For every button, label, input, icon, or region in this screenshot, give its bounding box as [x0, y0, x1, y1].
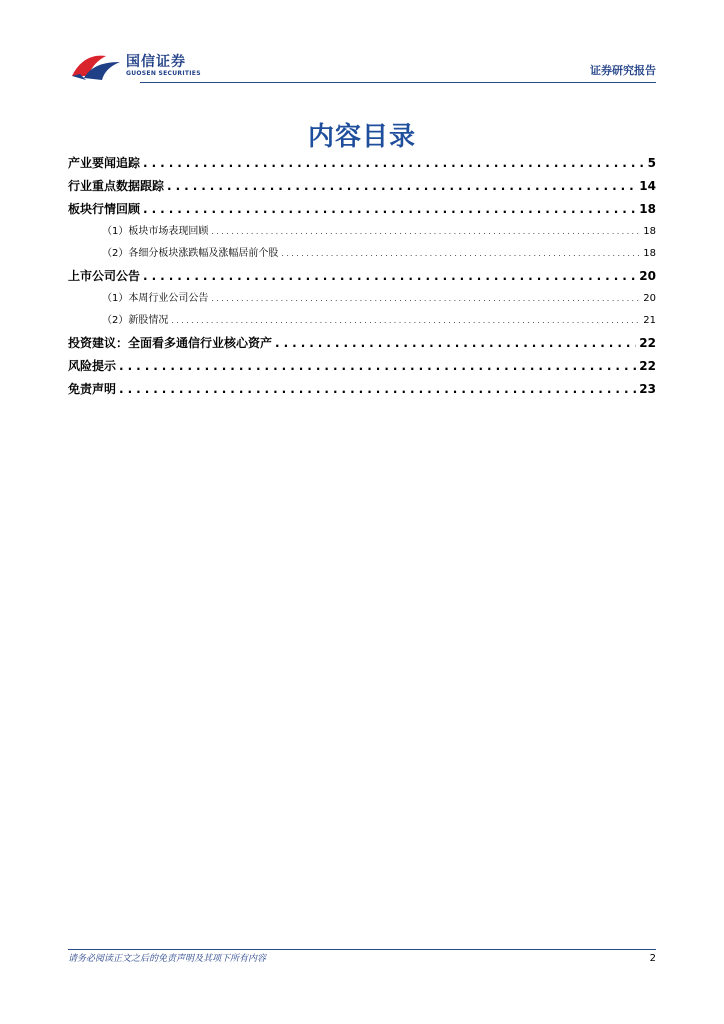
- toc-leader-dots: [171, 310, 640, 332]
- toc-entry-label: 投资建议：全面看多通信行业核心资产: [68, 336, 273, 350]
- logo-text-cn: 国信证券: [126, 54, 186, 70]
- toc-subentry[interactable]: [68, 310, 656, 332]
- guosen-logo: [70, 48, 270, 84]
- toc-entry-page: 14: [639, 179, 656, 193]
- toc-entry-page: 23: [639, 382, 656, 396]
- toc-entry-page: 18: [643, 248, 656, 259]
- logo-text-en: GUOSEN SECURITIES: [126, 70, 201, 77]
- toc-entry-page: 20: [643, 293, 656, 304]
- toc-leader-dots: [275, 332, 636, 355]
- toc-subentry[interactable]: [68, 243, 656, 265]
- toc-subentry[interactable]: [68, 221, 656, 243]
- toc-entry-page: 22: [639, 359, 656, 373]
- toc-entry[interactable]: [68, 152, 656, 175]
- guosen-logo-icon: [70, 50, 122, 82]
- toc-entry-label: 板块行情回顾: [68, 202, 141, 216]
- toc-entry[interactable]: [68, 175, 656, 198]
- toc-entry-label: （2）新股情况: [102, 315, 169, 326]
- footer-divider: [68, 949, 656, 950]
- toc-leader-dots: [281, 243, 640, 265]
- toc-entry-label: 上市公司公告: [68, 269, 141, 283]
- toc-entry-label: （2）各细分板块涨跌幅及涨幅居前个股: [102, 248, 279, 259]
- toc-entry-label: 免责声明: [68, 382, 117, 396]
- toc-entry[interactable]: [68, 265, 656, 288]
- toc-leader-dots: [119, 355, 636, 378]
- toc-leader-dots: [143, 265, 636, 288]
- toc-entry[interactable]: [68, 355, 656, 378]
- toc-entry-page: 5: [647, 156, 656, 170]
- toc-leader-dots: [143, 198, 636, 221]
- toc-entry[interactable]: [68, 378, 656, 401]
- toc-entry-page: 22: [639, 336, 656, 350]
- toc-leader-dots: [143, 152, 645, 175]
- toc-entry-label: （1）本周行业公司公告: [102, 293, 209, 304]
- footer-disclaimer: 请务必阅读正文之后的免责声明及其项下所有内容: [68, 954, 267, 964]
- toc-subentry[interactable]: [68, 288, 656, 310]
- toc-leader-dots: [119, 378, 636, 401]
- toc-leader-dots: [211, 288, 640, 310]
- toc-entry[interactable]: [68, 332, 656, 355]
- page-number: 2: [649, 953, 656, 964]
- table-of-contents: [68, 152, 656, 401]
- toc-entry-label: 产业要闻追踪: [68, 156, 141, 170]
- toc-entry[interactable]: [68, 198, 656, 221]
- toc-entry-label: （1）板块市场表现回顾: [102, 226, 209, 237]
- toc-entry-page: 18: [639, 202, 656, 216]
- header-divider: [140, 82, 656, 83]
- toc-leader-dots: [211, 221, 640, 243]
- report-type-label: 证券研究报告: [590, 64, 656, 77]
- toc-entry-label: 风险提示: [68, 359, 117, 373]
- toc-entry-page: 20: [639, 269, 656, 283]
- toc-entry-label: 行业重点数据跟踪: [68, 179, 165, 193]
- toc-entry-page: 21: [643, 315, 656, 326]
- toc-title: 内容目录: [307, 122, 416, 152]
- toc-entry-page: 18: [643, 226, 656, 237]
- toc-leader-dots: [167, 175, 636, 198]
